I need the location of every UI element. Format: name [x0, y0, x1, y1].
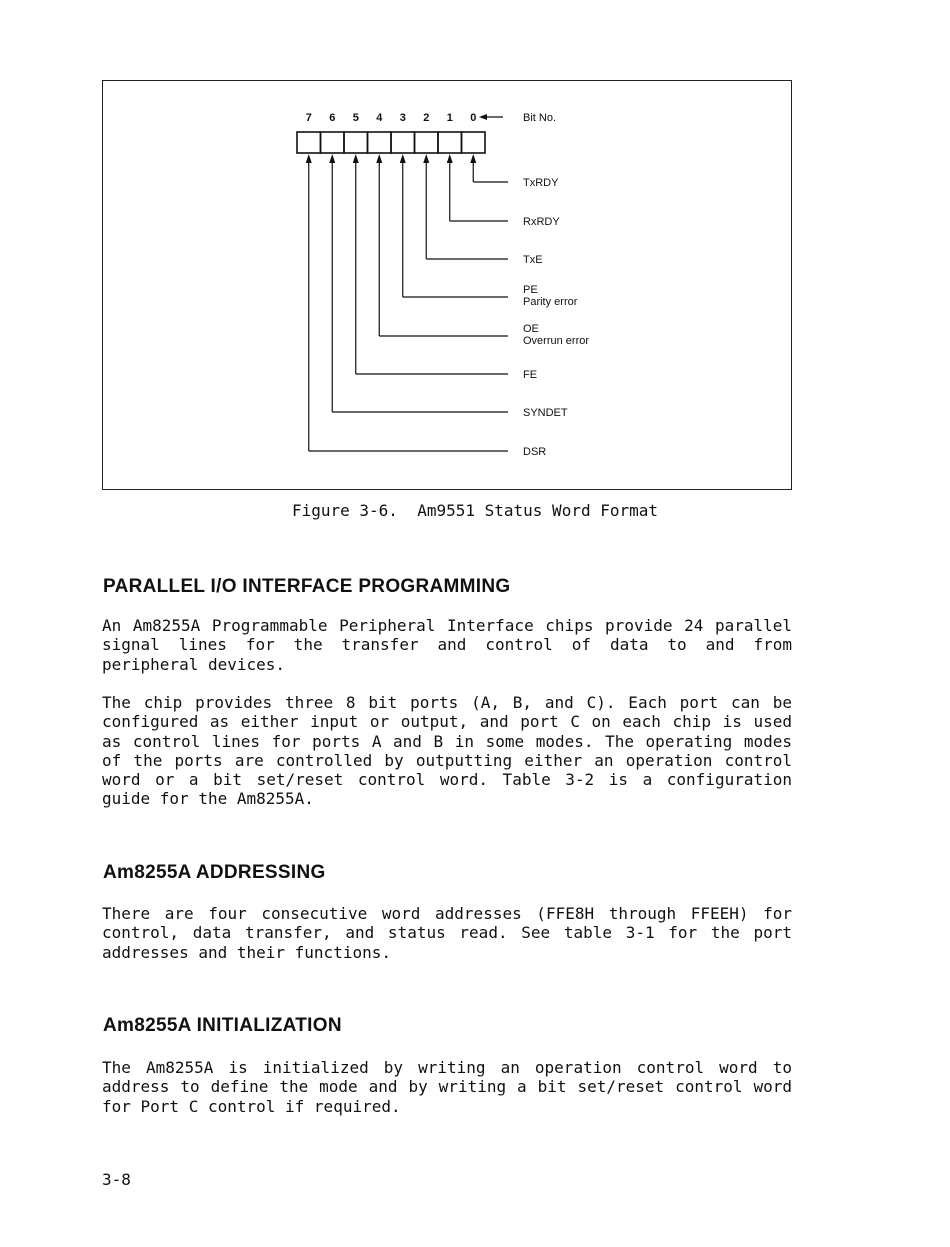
section-heading-parallel-io: PARALLEL I/O INTERFACE PROGRAMMING	[103, 576, 511, 597]
field-label-pe: PE	[523, 284, 538, 296]
field-label-syndet: SYNDET	[523, 407, 568, 419]
field-label-rxrdy: RxRDY	[523, 216, 560, 228]
field-label-oe: OE	[523, 323, 539, 335]
status-word-figure	[102, 80, 792, 490]
field-desc-pe: Parity error	[523, 296, 578, 308]
register-bit-cell	[462, 132, 486, 153]
paragraph-parallel-ports: The chip provides three 8 bit ports (A, B, and C). Each port can be configured as either input or output, and port C on each chip is used as control lines for ports A and B in some modes. The operating modes of the ports are controlled by outputting either an operation control word or a bit set/reset control word. Table 3-2 is a configuration guide for the Am8255A.	[102, 693, 792, 809]
field-label-txe: TxE	[523, 254, 543, 266]
status-word-diagram	[103, 81, 793, 491]
field-label-txrdy: TxRDY	[523, 177, 559, 189]
register-bit-cell	[368, 132, 392, 153]
bit-no-label: Bit No.	[523, 112, 557, 124]
field-label-fe: FE	[523, 369, 538, 381]
bit-number-label: 3	[399, 112, 406, 124]
register-bit-cell	[391, 132, 415, 153]
page-number: 3-8	[102, 1170, 131, 1189]
paragraph-addressing: There are four consecutive word addresses (FFE8H through FFEEH) for control, data transfer, and status read. See table 3-1 for the port addresses and their functions.	[102, 904, 792, 962]
paragraph-parallel-intro: An Am8255A Programmable Peripheral Interface chips provide 24 parallel signal lines for the transfer and control of data to and from peripheral devices.	[102, 616, 792, 674]
bit-number-label: 1	[446, 112, 453, 124]
register-bit-cell	[297, 132, 321, 153]
section-heading-addressing: Am8255A ADDRESSING	[103, 862, 326, 883]
bit-number-label: 7	[305, 112, 312, 124]
register-bit-cell	[415, 132, 439, 153]
bit-number-label: 5	[352, 112, 359, 124]
register-bit-cell	[344, 132, 368, 153]
register-bit-cell	[438, 132, 462, 153]
field-label-dsr: DSR	[523, 446, 547, 458]
bit-number-label: 0	[470, 112, 477, 124]
register-bit-cell	[321, 132, 345, 153]
field-desc-oe: Overrun error	[523, 335, 590, 347]
bit-number-label: 6	[329, 112, 336, 124]
figure-caption: Figure 3-6. Am9551 Status Word Format	[291, 501, 659, 520]
bit-no-arrow-head	[479, 114, 487, 120]
paragraph-initialization: The Am8255A is initialized by writing an operation control word to address to define the mode and by writing a bit set/reset control word for Port C control if required.	[102, 1058, 792, 1116]
bit-number-label: 4	[376, 112, 383, 124]
section-heading-initialization: Am8255A INITIALIZATION	[103, 1015, 342, 1036]
bit-number-label: 2	[423, 112, 430, 124]
